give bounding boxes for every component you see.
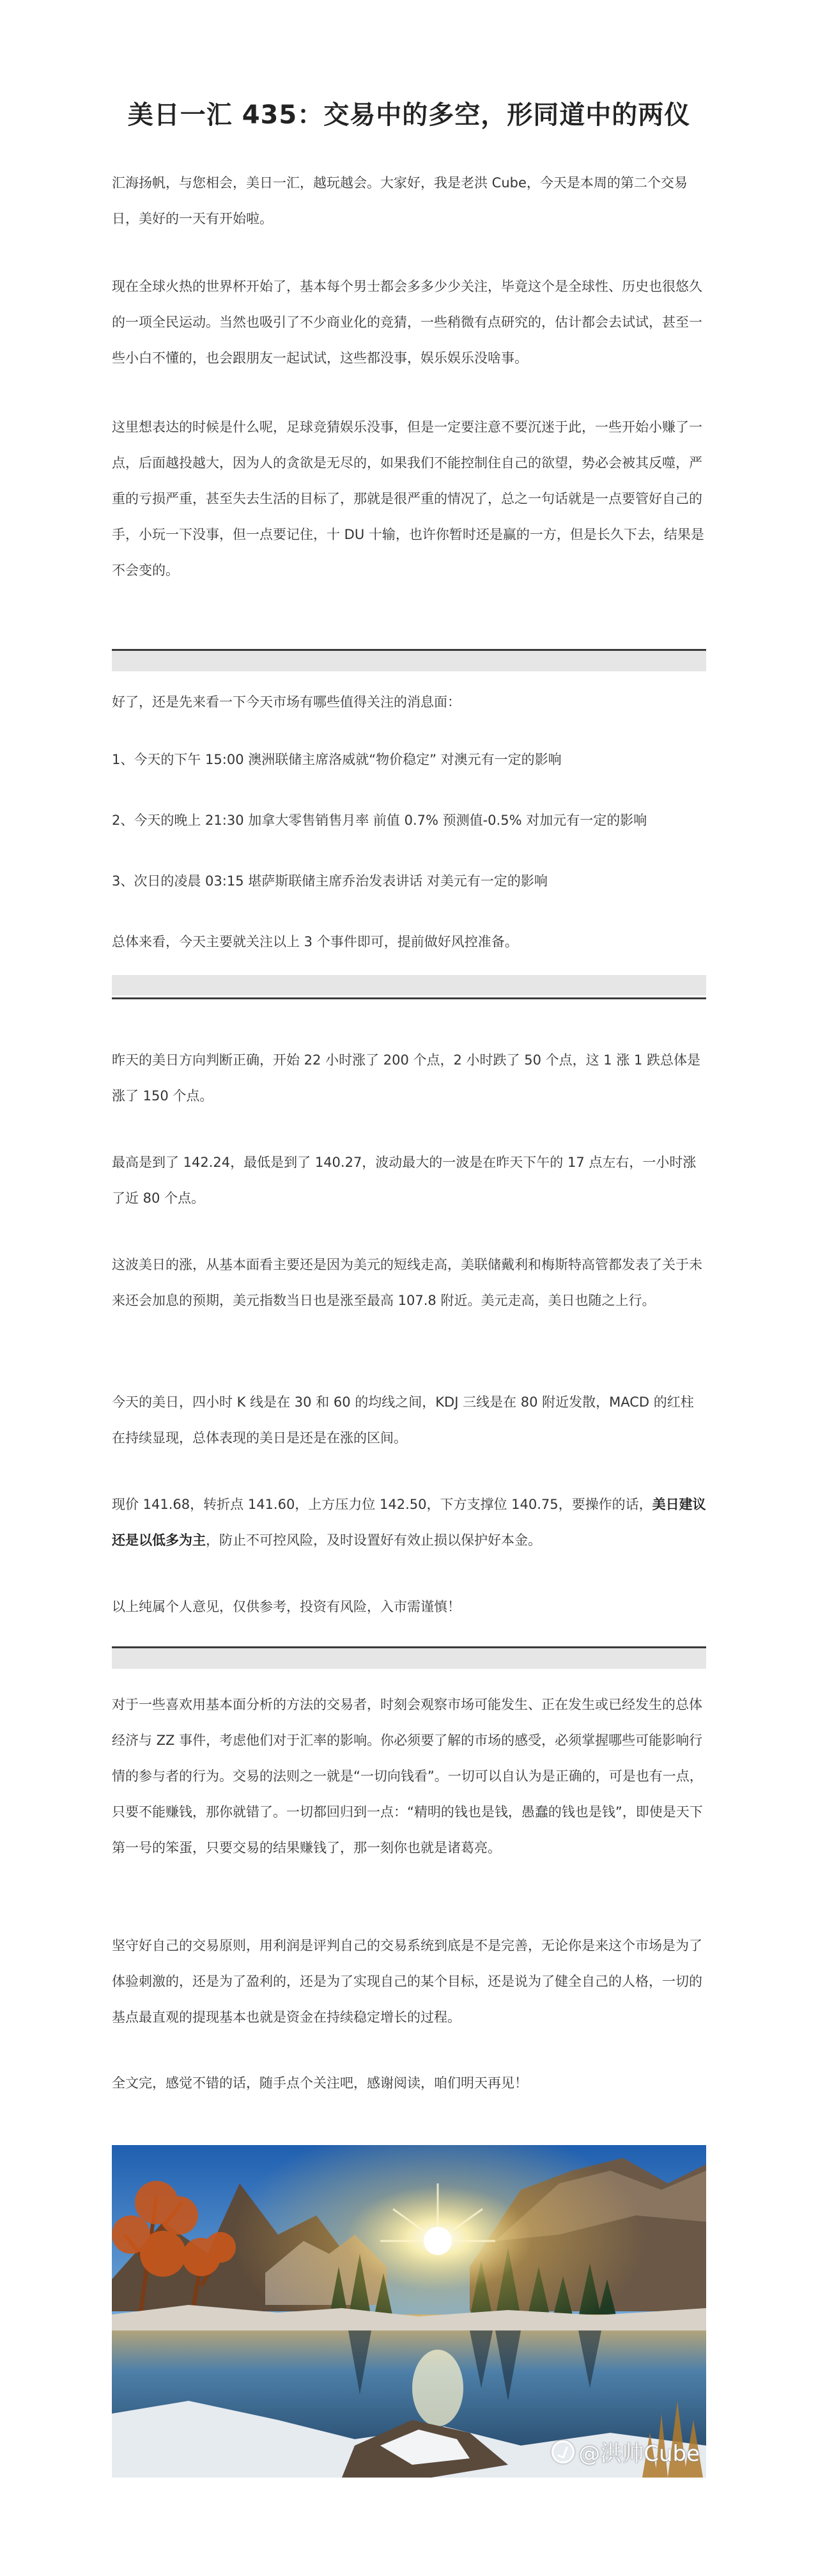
disclaimer: 以上纯属个人意见，仅供参考，投资有风险，入市需谨慎！ [112,1599,461,1614]
sunrise-valley-illustration [112,2145,706,2478]
section-divider-3 [112,1646,706,1671]
event-item-2: 2、今天的晚上 21:30 加拿大零售销售月率 前值 0.7% 预测值-0.5% 对加元有一定的影响 [112,813,647,828]
watermark [552,2436,700,2467]
analysis-paragraph-2: 最高是到了 142.24，最低是到了 140.27，波动最大的一波是在昨天下午的 17 点左右，一小时涨了近 80 个点。 [112,1155,697,1206]
weibo-logo-icon [552,2440,575,2463]
price-levels-text: 现价 141.68，转折点 141.60，上方压力位 142.50，下方支撑位 140.75，要操作的话， [112,1497,652,1512]
section-divider-2 [112,975,706,999]
price-levels-tail: ，防止不可控风险，及时设置好有效止损以保护好本金。 [206,1533,541,1548]
section-divider-1 [112,649,706,673]
paragraph-intro-3: 这里想表达的时候是什么呢，足球竞猜娱乐没事，但是一定要注意不要沉迷于此，一些开始小赚了一点，后面越投越大，因为人的贪欲是无尽的，如果我们不能控制住自己的欲望，势必会被其反噬，严重的亏损严重，甚至失去生活的目标了，那就是很严重的情况了，总之一句话就是一点要管好自己的手，小玩一下没事，但一点要记住，十 DU 十输，也许你暂时还是赢的一方，但是长久下去，结果是不会变的。 [112,419,704,578]
paragraph-intro-2: 现在全球火热的世界杯开始了，基本每个男士都会多多少少关注，毕竟这个是全球性、历史也很悠久的一项全民运动。当然也吸引了不少商业化的竞猜，一些稍微有点研究的，估计都会去试试，甚至一些小白不懂的，也会跟朋友一起试试，这些都没事，娱乐娱乐没啥事。 [112,279,702,366]
price-levels-paragraph [112,1487,706,1558]
analysis-paragraph-1: 昨天的美日方向判断正确，开始 22 小时涨了 200 个点，2 小时跌了 50 个点，这 1 涨 1 跌总体是涨了 150 个点。 [112,1052,701,1104]
price-levels-recommendation: 美日建议还是以低多为主 [112,1497,706,1548]
article-title: 美日一汇 435：交易中的多空，形同道中的两仪 [127,100,691,130]
events-summary: 总体来看，今天主要就关注以上 3 个事件即可，提前做好风控准备。 [112,934,518,949]
landscape-photo [112,2145,706,2478]
paragraph-intro-1: 汇海扬帆，与您相会，美日一汇，越玩越会。大家好，我是老洪 Cube，今天是本周的第二个交易日，美好的一天有开始啦。 [112,175,688,226]
event-item-3: 3、次日的凌晨 03:15 堪萨斯联储主席乔治发表讲话 对美元有一定的影响 [112,873,548,889]
analysis-paragraph-3: 这波美日的涨，从基本面看主要还是因为美元的短线走高，美联储戴利和梅斯特高管都发表了关于未来还会加息的预期，美元指数当日也是涨至最高 107.8 附近。美元走高，美日也随之上行。 [112,1257,702,1308]
philosophy-paragraph-1: 对于一些喜欢用基本面分析的方法的交易者，时刻会观察市场可能发生、正在发生或已经发生的总体经济与 ZZ 事件，考虑他们对于汇率的影响。你必须要了解的市场的感受，必须掌握哪些可能影响行情的参与者的行为。交易的法则之一就是“一切向钱看”。一切可以自认为是正确的，可是也有一点，只要不能赚钱，那你就错了。一切都回归到一点：“精明的钱也是钱，愚蠢的钱也是钱”，即使是天下第一号的笨蛋，只要交易的结果赚钱了，那一刻你也就是诸葛亮。 [112,1697,703,1855]
philosophy-paragraph-2: 坚守好自己的交易原则，用利润是评判自己的交易系统到底是不是完善，无论你是来这个市场是为了体验刺激的，还是为了盈利的，还是为了实现自己的某个目标，还是说为了健全自己的人格，一切的基点最直观的提现基本也就是资金在持续稳定增长的过程。 [112,1938,702,2025]
closing-line: 全文完，感觉不错的话，随手点个关注吧，感谢阅读，咱们明天再见！ [112,2075,528,2091]
events-intro: 好了，还是先来看一下今天市场有哪些值得关注的消息面： [112,694,461,710]
analysis-paragraph-4: 今天的美日，四小时 K 线是在 30 和 60 的均线之间，KDJ 三线是在 80 附近发散，MACD 的红柱在持续显现，总体表现的美日是还是在涨的区间。 [112,1394,694,1446]
event-item-1: 1、今天的下午 15:00 澳洲联储主席洛威就“物价稳定” 对澳元有一定的影响 [112,752,562,767]
watermark-text: @洪帅Cube [578,2441,700,2467]
